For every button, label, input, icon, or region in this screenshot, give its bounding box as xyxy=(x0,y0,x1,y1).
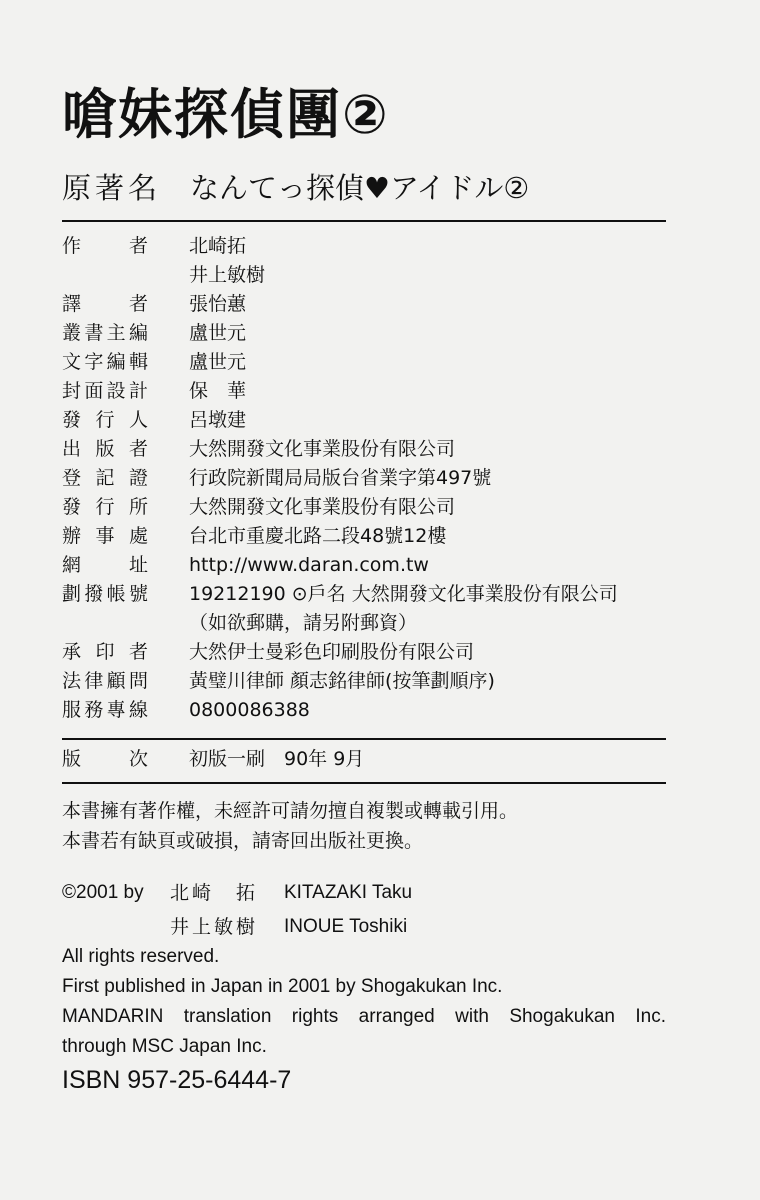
original-title-label: 原著名 xyxy=(62,171,162,205)
edition-row xyxy=(62,745,672,774)
credit-key: 譯 者 xyxy=(62,293,148,315)
book-title: 嗆妹探偵團② xyxy=(62,83,390,146)
original-title xyxy=(62,171,530,205)
credit-key: 發 行 人 xyxy=(62,409,148,431)
credit-value: 北崎拓 xyxy=(189,235,247,257)
credit-row xyxy=(62,580,672,609)
isbn: ISBN 957-25-6444-7 xyxy=(62,1066,292,1094)
credit-key: 出 版 者 xyxy=(62,438,148,460)
credit-row xyxy=(62,377,672,406)
rights-line: through MSC Japan Inc. xyxy=(62,1036,267,1057)
credit-value: 呂墩建 xyxy=(189,409,247,431)
author-en: INOUE Toshiki xyxy=(284,916,408,937)
copyright-prefix: ©2001 by xyxy=(62,882,144,903)
credit-row xyxy=(62,348,672,377)
rights-line: MANDARIN translation rights arranged with Shogakukan Inc. xyxy=(62,1006,666,1027)
credit-row xyxy=(62,667,672,696)
notice-line: 本書擁有著作權，未經許可請勿擅自複製或轉載引用。 xyxy=(62,800,519,822)
credit-value: 盧世元 xyxy=(189,351,247,373)
credit-value: 19212190 ⊙戶名 大然開發文化事業股份有限公司 xyxy=(189,583,618,605)
credit-key: 作 者 xyxy=(62,235,148,257)
credit-row xyxy=(62,261,672,290)
credit-key: 服 務 專 線 xyxy=(62,699,148,721)
credit-key: 叢 書 主 編 xyxy=(62,322,148,344)
credit-row xyxy=(62,696,672,725)
credit-row xyxy=(62,464,672,493)
divider-middle xyxy=(62,738,666,740)
credit-row xyxy=(62,406,672,435)
credit-row xyxy=(62,522,672,551)
credit-row xyxy=(62,290,672,319)
credit-key: 發 行 所 xyxy=(62,496,148,518)
credit-key: 辦 事 處 xyxy=(62,525,148,547)
credit-key: 文 字 編 輯 xyxy=(62,351,148,373)
credit-value: 黃璧川律師 顏志銘律師(按筆劃順序) xyxy=(189,670,495,692)
credit-value: 台北市重慶北路二段48號12樓 xyxy=(189,525,447,547)
credit-row xyxy=(62,493,672,522)
author-jp: 北崎 拓 xyxy=(170,882,259,904)
credit-key: 劃 撥 帳 號 xyxy=(62,583,148,605)
credit-value: 0800086388 xyxy=(189,699,310,721)
credit-value: 大然開發文化事業股份有限公司 xyxy=(189,496,456,518)
rights-line: First published in Japan in 2001 by Shogakukan Inc. xyxy=(62,976,503,997)
credit-value: http://www.daran.com.tw xyxy=(189,554,429,576)
credit-value: 張怡蕙 xyxy=(189,293,247,315)
credit-row xyxy=(62,638,672,667)
credits-list xyxy=(62,232,672,725)
notices xyxy=(62,796,518,856)
credit-value: （如欲郵購，請另附郵資） xyxy=(189,612,418,634)
author-en: KITAZAKI Taku xyxy=(284,882,413,903)
divider-lower xyxy=(62,782,666,784)
credit-value: 保 華 xyxy=(189,380,247,402)
credit-row xyxy=(62,319,672,348)
credit-row xyxy=(62,609,672,638)
divider-top xyxy=(62,220,666,222)
credit-value: 大然伊士曼彩色印刷股份有限公司 xyxy=(189,641,475,663)
rights-line: All rights reserved. xyxy=(62,946,220,967)
notice-line: 本書若有缺頁或破損，請寄回出版社更換。 xyxy=(62,830,424,852)
edition-value: 初版一刷 90年 9月 xyxy=(189,748,365,770)
credit-value: 井上敏樹 xyxy=(189,264,266,286)
credit-row xyxy=(62,435,672,464)
credit-key: 網 址 xyxy=(62,554,148,576)
credit-key: 承 印 者 xyxy=(62,641,148,663)
credit-key: 封 面 設 計 xyxy=(62,380,148,402)
original-title-value: なんてっ探偵♥アイドル② xyxy=(190,171,530,205)
credit-row xyxy=(62,551,672,580)
credit-value: 行政院新聞局局版台省業字第497號 xyxy=(189,467,492,489)
credit-value: 大然開發文化事業股份有限公司 xyxy=(189,438,456,460)
rights-block xyxy=(62,942,666,1062)
credit-value: 盧世元 xyxy=(189,322,247,344)
edition-key: 版 次 xyxy=(62,748,148,770)
author-jp: 井上敏樹 xyxy=(170,916,259,938)
credit-key: 登 記 證 xyxy=(62,467,148,489)
credit-key: 法 律 顧 問 xyxy=(62,670,148,692)
credit-row xyxy=(62,232,672,261)
